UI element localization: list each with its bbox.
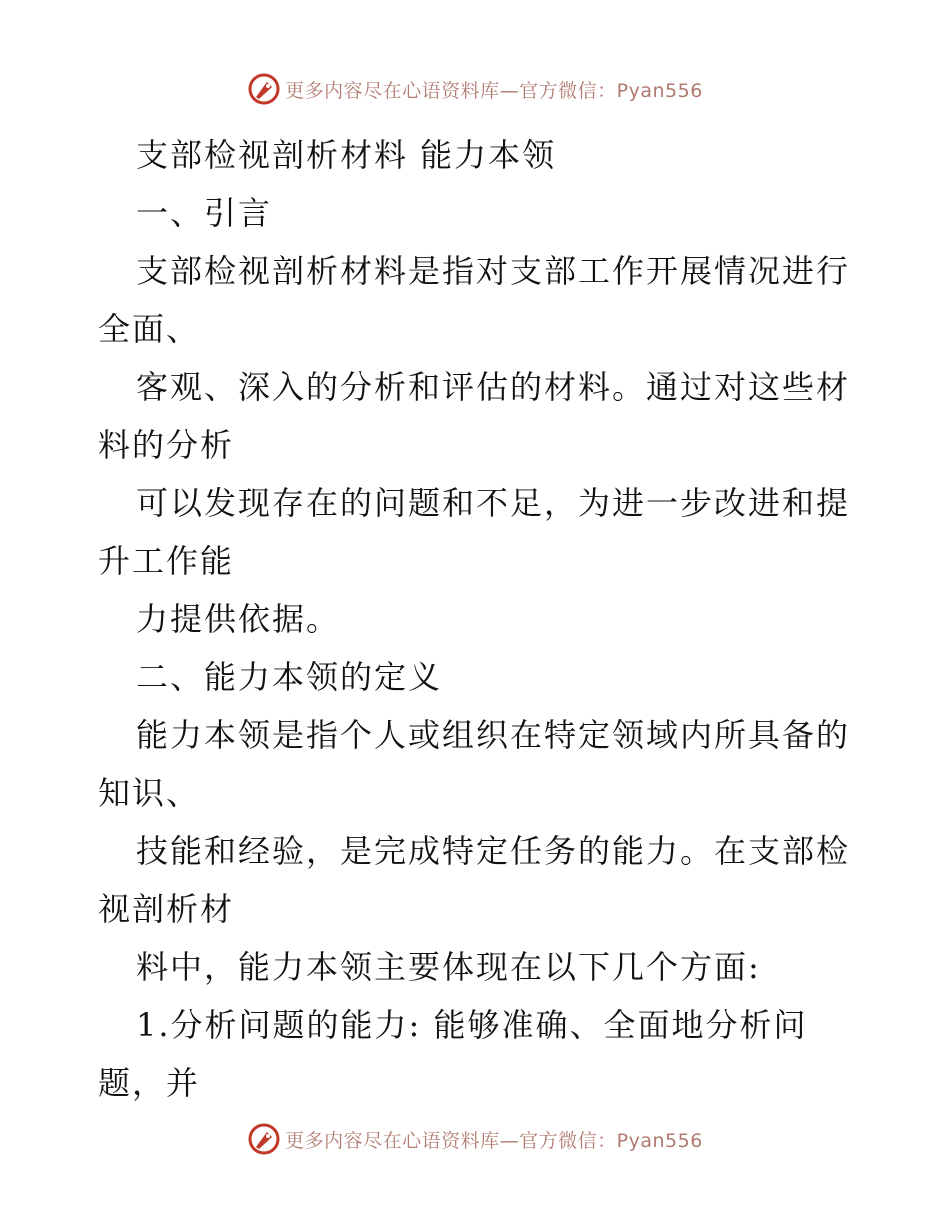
paragraph-line: 技能和经验，是完成特定任务的能力。在支部检 xyxy=(136,832,851,870)
paragraph-line: 视剖析材 xyxy=(98,890,235,928)
pen-nib-logo-icon xyxy=(247,1122,281,1156)
heading-definition: 二、能力本领的定义 xyxy=(136,658,443,696)
heading-introduction: 一、引言 xyxy=(136,194,273,232)
document-body xyxy=(98,126,858,1112)
list-item: 1.分析问题的能力: 能够准确、全面地分析问 xyxy=(136,1006,808,1044)
footer-watermark xyxy=(0,1122,950,1156)
paragraph-line: 可以发现存在的问题和不足，为进一步改进和提 xyxy=(136,484,851,522)
paragraph-line: 力提供依据。 xyxy=(136,600,341,638)
pen-nib-logo-icon xyxy=(247,72,281,106)
paragraph-line: 料的分析 xyxy=(98,426,235,464)
paragraph-line: 题，并 xyxy=(98,1064,201,1102)
paragraph-line: 升工作能 xyxy=(98,542,235,580)
paragraph-line: 料中，能力本领主要体现在以下几个方面: xyxy=(136,948,761,986)
paragraph-line: 客观、深入的分析和评估的材料。通过对这些材 xyxy=(136,368,851,406)
paragraph-line: 全面、 xyxy=(98,310,201,348)
watermark-text: 更多内容尽在心语资料库—官方微信：Pyan556 xyxy=(285,1129,703,1152)
paragraph-line: 知识、 xyxy=(98,774,201,812)
header-watermark xyxy=(0,72,950,106)
doc-title: 支部检视剖析材料 能力本领 xyxy=(136,136,557,174)
paragraph-line: 支部检视剖析材料是指对支部工作开展情况进行 xyxy=(136,252,851,290)
paragraph-line: 能力本领是指个人或组织在特定领域内所具备的 xyxy=(136,716,851,754)
watermark-text: 更多内容尽在心语资料库—官方微信：Pyan556 xyxy=(285,79,703,102)
